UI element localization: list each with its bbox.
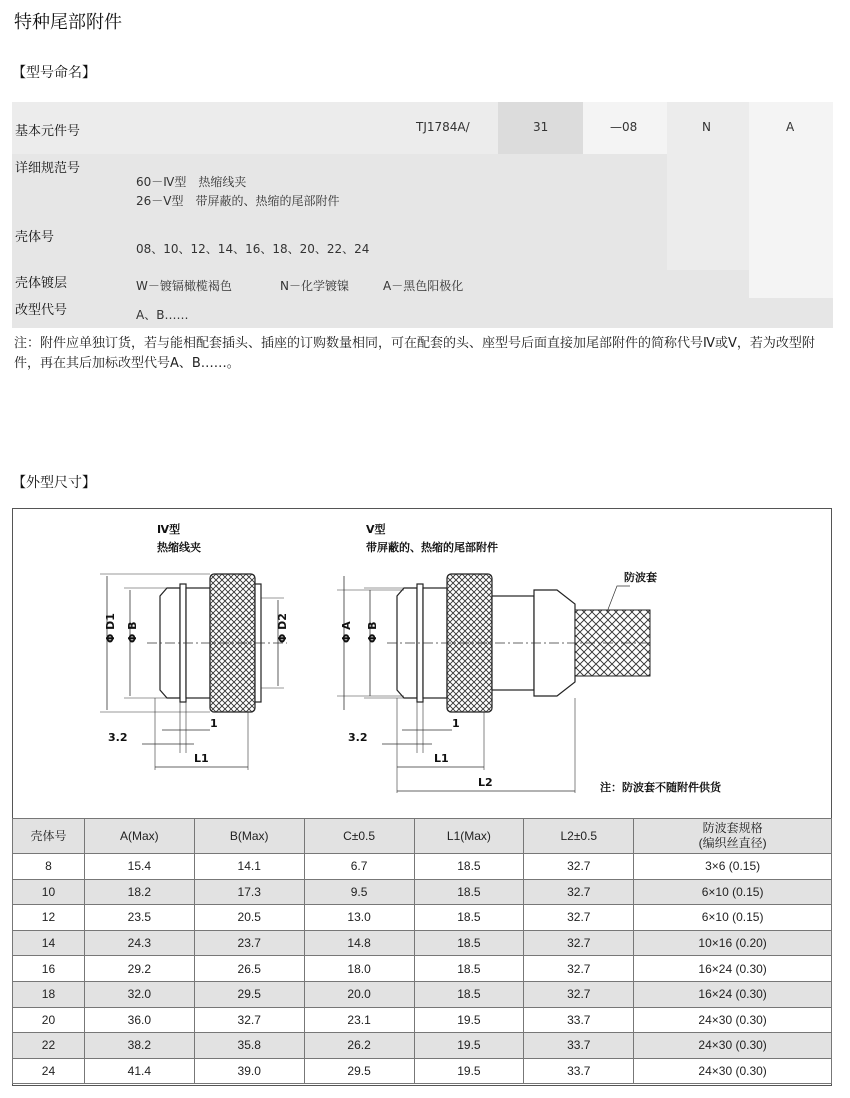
table-cell: 33.7 bbox=[524, 1058, 634, 1084]
type4-subtitle: 热缩线夹 bbox=[157, 541, 201, 554]
page-title: 特种尾部附件 bbox=[14, 12, 122, 33]
col-shell: 壳体号 bbox=[13, 819, 85, 854]
col-shield-title: 防波套规格 bbox=[702, 821, 763, 835]
table-cell: 6×10 (0.15) bbox=[634, 879, 832, 905]
table-cell: 36.0 bbox=[84, 1007, 194, 1033]
order-note: 注：附件应单独订货，若与能相配套插头、插座的订购数量相同，可在配套的头、座型号后面直接加尾部附件的简称代号Ⅳ或Ⅴ，若为改型附件，再在其后加标改型代号A、B……。 bbox=[14, 336, 815, 371]
table-cell: 16 bbox=[13, 956, 85, 982]
table-cell: 20.5 bbox=[194, 905, 304, 931]
table-cell: 32.7 bbox=[524, 930, 634, 956]
naming-heading: 【型号命名】 bbox=[12, 65, 96, 81]
table-cell: 39.0 bbox=[194, 1058, 304, 1084]
table-cell: 32.7 bbox=[194, 1007, 304, 1033]
table-row bbox=[13, 854, 832, 880]
table-cell: 38.2 bbox=[84, 1033, 194, 1059]
table-cell: 22 bbox=[13, 1033, 85, 1059]
table-cell: 24 bbox=[13, 1058, 85, 1084]
table-cell: 14 bbox=[13, 930, 85, 956]
dim-d1: Φ D1 bbox=[104, 613, 117, 643]
table-cell: 18.0 bbox=[304, 956, 414, 982]
dim-l2: L2 bbox=[478, 776, 493, 789]
table-cell: 18.5 bbox=[414, 879, 524, 905]
table-cell: 8 bbox=[13, 854, 85, 880]
table-row bbox=[13, 1033, 832, 1059]
table-cell: 14.1 bbox=[194, 854, 304, 880]
dim-b: Φ B bbox=[126, 621, 139, 643]
dim-a: Φ A bbox=[340, 621, 353, 643]
table-cell: 35.8 bbox=[194, 1033, 304, 1059]
table-cell: 16×24 (0.30) bbox=[634, 956, 832, 982]
table-cell: 16×24 (0.30) bbox=[634, 981, 832, 1007]
type4-title: Ⅳ型 bbox=[157, 523, 181, 536]
dim-3-2b: 3.2 bbox=[348, 731, 368, 744]
table-cell: 29.5 bbox=[304, 1058, 414, 1084]
dimensions-heading: 【外型尺寸】 bbox=[12, 475, 96, 491]
table-row bbox=[13, 956, 832, 982]
code-shell: 31 bbox=[533, 120, 549, 134]
table-cell: 24×30 (0.30) bbox=[634, 1033, 832, 1059]
col-l1: L1(Max) bbox=[414, 819, 524, 854]
table-cell: 3×6 (0.15) bbox=[634, 854, 832, 880]
variant-label: 改型代号 bbox=[15, 303, 68, 318]
dim-d2: Φ D2 bbox=[276, 613, 289, 643]
table-cell: 32.7 bbox=[524, 981, 634, 1007]
table-cell: 32.7 bbox=[524, 854, 634, 880]
code-variant: A bbox=[786, 120, 795, 134]
dim-3-2: 3.2 bbox=[108, 731, 128, 744]
base-model: TJ1784A/ bbox=[416, 120, 470, 134]
spec-line-2: 26－Ⅴ型 带屏蔽的、热缩的尾部附件 bbox=[136, 194, 340, 208]
table-cell: 18 bbox=[13, 981, 85, 1007]
shell-label: 壳体号 bbox=[15, 230, 55, 245]
shell-values: 08、10、12、14、16、18、20、22、24 bbox=[136, 242, 370, 256]
table-row bbox=[13, 930, 832, 956]
table-cell: 23.7 bbox=[194, 930, 304, 956]
type5-title: Ⅴ型 bbox=[366, 523, 386, 536]
table-cell: 6×10 (0.15) bbox=[634, 905, 832, 931]
table-cell: 33.7 bbox=[524, 1007, 634, 1033]
table-cell: 18.5 bbox=[414, 956, 524, 982]
plating-label: 壳体镀层 bbox=[15, 276, 68, 291]
dim-l1b: L1 bbox=[434, 752, 449, 765]
table-row bbox=[13, 981, 832, 1007]
table-cell: 23.5 bbox=[84, 905, 194, 931]
table-cell: 9.5 bbox=[304, 879, 414, 905]
dim-1: 1 bbox=[210, 717, 218, 730]
plating-a: A－黑色阳极化 bbox=[383, 279, 464, 293]
table-cell: 18.5 bbox=[414, 905, 524, 931]
table-cell: 19.5 bbox=[414, 1007, 524, 1033]
col-c: C±0.5 bbox=[304, 819, 414, 854]
dim-1b: 1 bbox=[452, 717, 460, 730]
table-cell: 13.0 bbox=[304, 905, 414, 931]
table-cell: 33.7 bbox=[524, 1033, 634, 1059]
table-cell: 18.5 bbox=[414, 854, 524, 880]
dim-b2: Φ B bbox=[366, 621, 379, 643]
table-row bbox=[13, 1058, 832, 1084]
code-spec: —08 bbox=[610, 120, 638, 134]
table-row bbox=[13, 1007, 832, 1033]
spec-line-1: 60－Ⅳ型 热缩线夹 bbox=[136, 175, 247, 189]
table-cell: 19.5 bbox=[414, 1058, 524, 1084]
table-cell: 19.5 bbox=[414, 1033, 524, 1059]
code-plating: N bbox=[702, 120, 711, 134]
table-cell: 17.3 bbox=[194, 879, 304, 905]
shield-note: 注：防波套不随附件供货 bbox=[600, 781, 721, 794]
table-cell: 10×16 (0.20) bbox=[634, 930, 832, 956]
table-cell: 32.7 bbox=[524, 879, 634, 905]
col-shield bbox=[634, 819, 832, 854]
table-cell: 29.5 bbox=[194, 981, 304, 1007]
shield-label: 防波套 bbox=[624, 571, 657, 584]
table-cell: 18.2 bbox=[84, 879, 194, 905]
table-row bbox=[13, 905, 832, 931]
table-cell: 26.5 bbox=[194, 956, 304, 982]
table-cell: 26.2 bbox=[304, 1033, 414, 1059]
table-cell: 24.3 bbox=[84, 930, 194, 956]
dim-l1: L1 bbox=[194, 752, 209, 765]
table-cell: 10 bbox=[13, 879, 85, 905]
table-cell: 20 bbox=[13, 1007, 85, 1033]
outline-drawing bbox=[12, 508, 832, 818]
col-l2: L2±0.5 bbox=[524, 819, 634, 854]
table-cell: 32.7 bbox=[524, 905, 634, 931]
table-cell: 32.7 bbox=[524, 956, 634, 982]
col-b: B(Max) bbox=[194, 819, 304, 854]
table-cell: 32.0 bbox=[84, 981, 194, 1007]
table-cell: 15.4 bbox=[84, 854, 194, 880]
col-a: A(Max) bbox=[84, 819, 194, 854]
table-cell: 6.7 bbox=[304, 854, 414, 880]
col-shield-sub: (编织丝直径) bbox=[698, 836, 767, 850]
table-cell: 18.5 bbox=[414, 930, 524, 956]
table-cell: 20.0 bbox=[304, 981, 414, 1007]
spec-label: 详细规范号 bbox=[15, 161, 81, 176]
table-cell: 29.2 bbox=[84, 956, 194, 982]
table-cell: 18.5 bbox=[414, 981, 524, 1007]
plating-w: W－镀镉橄榄褐色 bbox=[136, 279, 232, 293]
table-cell: 41.4 bbox=[84, 1058, 194, 1084]
table-cell: 12 bbox=[13, 905, 85, 931]
dimension-table bbox=[12, 818, 832, 1084]
plating-n: N－化学镀镍 bbox=[280, 279, 349, 293]
table-cell: 24×30 (0.30) bbox=[634, 1058, 832, 1084]
table-cell: 14.8 bbox=[304, 930, 414, 956]
table-cell: 24×30 (0.30) bbox=[634, 1007, 832, 1033]
table-cell: 23.1 bbox=[304, 1007, 414, 1033]
table-row bbox=[13, 879, 832, 905]
type5-subtitle: 带屏蔽的、热缩的尾部附件 bbox=[366, 541, 498, 554]
plating-bg bbox=[12, 270, 749, 298]
base-label: 基本元件号 bbox=[15, 124, 81, 139]
variant-values: A、B…… bbox=[136, 308, 189, 322]
